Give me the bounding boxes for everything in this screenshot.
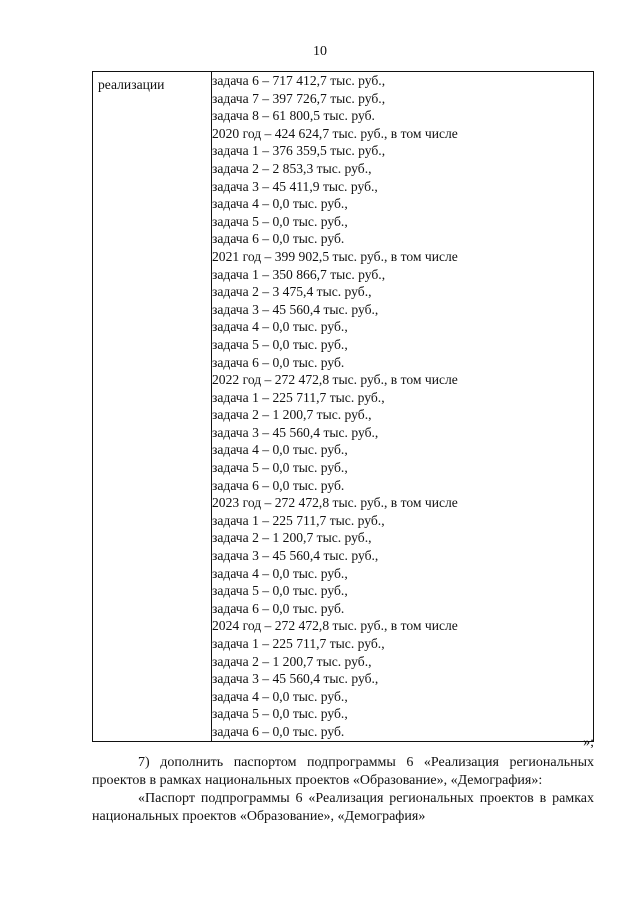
funding-line: задача 4 – 0,0 тыс. руб., xyxy=(212,196,348,212)
funding-line: 2020 год – 424 624,7 тыс. руб., в том числе xyxy=(212,125,458,141)
funding-line: задача 5 – 0,0 тыс. руб., xyxy=(212,213,348,229)
funding-line: 2021 год – 399 902,5 тыс. руб., в том числе xyxy=(212,248,458,264)
funding-line: задача 6 – 0,0 тыс. руб. xyxy=(212,723,345,739)
table-row xyxy=(93,72,594,742)
funding-line: задача 7 – 397 726,7 тыс. руб., xyxy=(212,90,386,106)
funding-line: 2022 год – 272 472,8 тыс. руб., в том числе xyxy=(212,372,458,388)
funding-line: задача 6 – 717 412,7 тыс. руб., xyxy=(212,73,386,88)
funding-line: задача 2 – 1 200,7 тыс. руб., xyxy=(212,653,372,669)
funding-line: задача 4 – 0,0 тыс. руб., xyxy=(212,688,348,704)
funding-line: 2024 год – 272 472,8 тыс. руб., в том числе xyxy=(212,618,458,634)
closing-quote: »; xyxy=(583,735,594,750)
funding-line: задача 5 – 0,0 тыс. руб., xyxy=(212,706,348,722)
funding-line: задача 3 – 45 560,4 тыс. руб., xyxy=(212,671,379,687)
funding-line: задача 6 – 0,0 тыс. руб. xyxy=(212,600,345,616)
paragraph-amendment: 7) дополнить паспортом подпрограммы 6 «Реализация региональных проектов в рамках национальных проектов «Образование», «Демография»: xyxy=(92,755,594,788)
funding-line: задача 5 – 0,0 тыс. руб., xyxy=(212,460,348,476)
funding-line: задача 3 – 45 560,4 тыс. руб., xyxy=(212,548,379,564)
funding-line: задача 1 – 225 711,7 тыс. руб., xyxy=(212,636,385,651)
funding-line: задача 6 – 0,0 тыс. руб. xyxy=(212,354,345,370)
label-cell xyxy=(93,72,212,742)
funding-line: задача 3 – 45 411,9 тыс. руб., xyxy=(212,178,378,194)
funding-line: задача 5 – 0,0 тыс. руб., xyxy=(212,583,348,599)
funding-line: задача 3 – 45 560,4 тыс. руб., xyxy=(212,424,379,440)
funding-line: задача 6 – 0,0 тыс. руб. xyxy=(212,231,345,247)
funding-line: задача 2 – 1 200,7 тыс. руб., xyxy=(212,530,372,546)
page-number: 10 xyxy=(313,44,327,59)
funding-line: задача 2 – 1 200,7 тыс. руб., xyxy=(212,407,372,423)
funding-line: задача 8 – 61 800,5 тыс. руб. xyxy=(212,108,375,124)
funding-table xyxy=(92,71,594,742)
funding-line: задача 3 – 45 560,4 тыс. руб., xyxy=(212,301,379,317)
funding-line: задача 1 – 225 711,7 тыс. руб., xyxy=(212,512,385,528)
funding-line: 2023 год – 272 472,8 тыс. руб., в том числе xyxy=(212,495,458,511)
funding-line: задача 5 – 0,0 тыс. руб., xyxy=(212,336,348,352)
funding-line: задача 1 – 376 359,5 тыс. руб., xyxy=(212,143,386,159)
paragraph-passport-title: «Паспорт подпрограммы 6 «Реализация региональных проектов в рамках национальных проектов «Образование», «Демография» xyxy=(92,791,594,824)
funding-line: задача 1 – 350 866,7 тыс. руб., xyxy=(212,266,386,282)
funding-line: задача 6 – 0,0 тыс. руб. xyxy=(212,477,345,493)
funding-line: задача 2 – 3 475,4 тыс. руб., xyxy=(212,284,372,300)
funding-lines xyxy=(212,72,593,741)
row-label: реализации xyxy=(98,77,165,92)
funding-line: задача 1 – 225 711,7 тыс. руб., xyxy=(212,389,385,405)
funding-line: задача 4 – 0,0 тыс. руб., xyxy=(212,565,348,581)
funding-line: задача 4 – 0,0 тыс. руб., xyxy=(212,442,348,458)
funding-line: задача 4 – 0,0 тыс. руб., xyxy=(212,319,348,335)
funding-line: задача 2 – 2 853,3 тыс. руб., xyxy=(212,160,372,176)
value-cell xyxy=(212,72,594,742)
